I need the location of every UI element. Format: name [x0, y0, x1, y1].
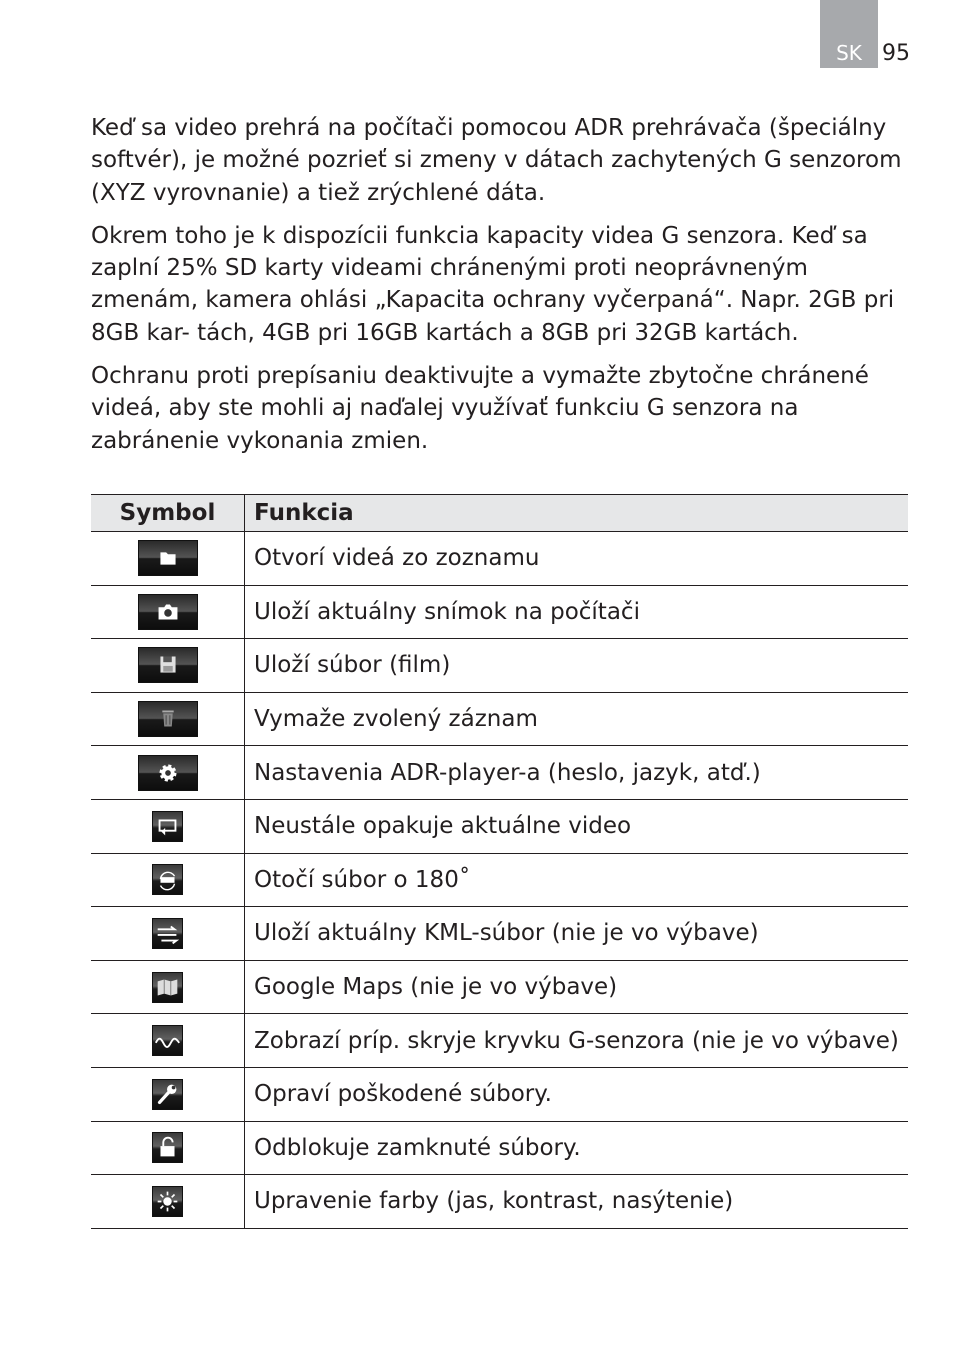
function-text: Otvorí videá zo zoznamu: [245, 532, 909, 586]
header-symbol: Symbol: [91, 495, 245, 532]
folder-icon: [138, 540, 198, 576]
function-text: Nastavenia ADR-player-a (heslo, jazyk, atď.): [245, 746, 909, 800]
table-row: [91, 960, 908, 1014]
function-text: Uloží aktuálny snímok na počítači: [245, 585, 909, 639]
function-text: Google Maps (nie je vo výbave): [245, 960, 909, 1014]
kml-save-icon: [152, 918, 183, 949]
function-text: Zobrazí príp. skryje kryvku G-senzora (nie je vo výbave): [245, 1014, 909, 1068]
table-header-row: [91, 495, 908, 532]
function-text: Upravenie farby (jas, kontrast, nasýtenie): [245, 1175, 909, 1229]
header-function: Funkcia: [245, 495, 909, 532]
function-text: Otočí súbor o 180˚: [245, 853, 909, 907]
table-row: [91, 1121, 908, 1175]
repeat-icon: [152, 811, 183, 842]
save-icon: [138, 647, 198, 683]
function-text: Odblokuje zamknuté súbory.: [245, 1121, 909, 1175]
wrench-icon: [152, 1079, 183, 1110]
gsensor-curve-icon: [152, 1025, 183, 1056]
brightness-icon: [152, 1186, 183, 1217]
language-label: SK: [836, 41, 862, 65]
table-row: [91, 1175, 908, 1229]
function-text: Uloží aktuálny KML-súbor (nie je vo výbave): [245, 907, 909, 961]
function-text: Uloží súbor (film): [245, 639, 909, 693]
trash-icon: [138, 701, 198, 737]
table-row: [91, 692, 908, 746]
function-text: Opraví poškodené súbory.: [245, 1067, 909, 1121]
paragraph: Keď sa video prehrá na počítači pomocou ADR prehrávača (špeciálny softvér), je možné pozrieť si zmeny v dátach zachytených G senzorom (XYZ vyrovnanie) a tiež zrýchlené dáta.: [91, 115, 902, 206]
table-row: [91, 639, 908, 693]
paragraph: Ochranu proti prepísaniu deaktivujte a vymažte zbytočne chránené videá, aby ste mohli aj naďalej využívať funkciu G senzora na zabránenie vykonania zmien.: [91, 363, 869, 454]
language-tab: [820, 0, 878, 68]
map-icon: [152, 972, 183, 1003]
function-text: Vymaže zvolený záznam: [245, 692, 909, 746]
camera-icon: [138, 594, 198, 630]
table-row: [91, 799, 908, 853]
rotate-180-icon: [152, 864, 183, 895]
table-row: [91, 1067, 908, 1121]
unlock-icon: [152, 1132, 183, 1163]
table-row: [91, 746, 908, 800]
table-row: [91, 532, 908, 586]
body-text: [91, 112, 909, 468]
paragraph: Okrem toho je k dispozícii funkcia kapacity videa G senzora. Keď sa zaplní 25% SD karty videami chránenými proti neoprávneným zmenám, kamera ohlási „Kapacita ochrany vyčerpaná“. Napr. 2GB pri 8GB kar- tách, 4GB pri 16GB kartách a 8GB pri 32GB kartách.: [91, 222, 895, 346]
table-row: [91, 853, 908, 907]
table-row: [91, 585, 908, 639]
symbol-function-table: [91, 494, 908, 1229]
gear-icon: [138, 755, 198, 791]
page-number: 95: [882, 41, 910, 66]
function-text: Neustále opakuje aktuálne video: [245, 799, 909, 853]
table-row: [91, 907, 908, 961]
table-row: [91, 1014, 908, 1068]
